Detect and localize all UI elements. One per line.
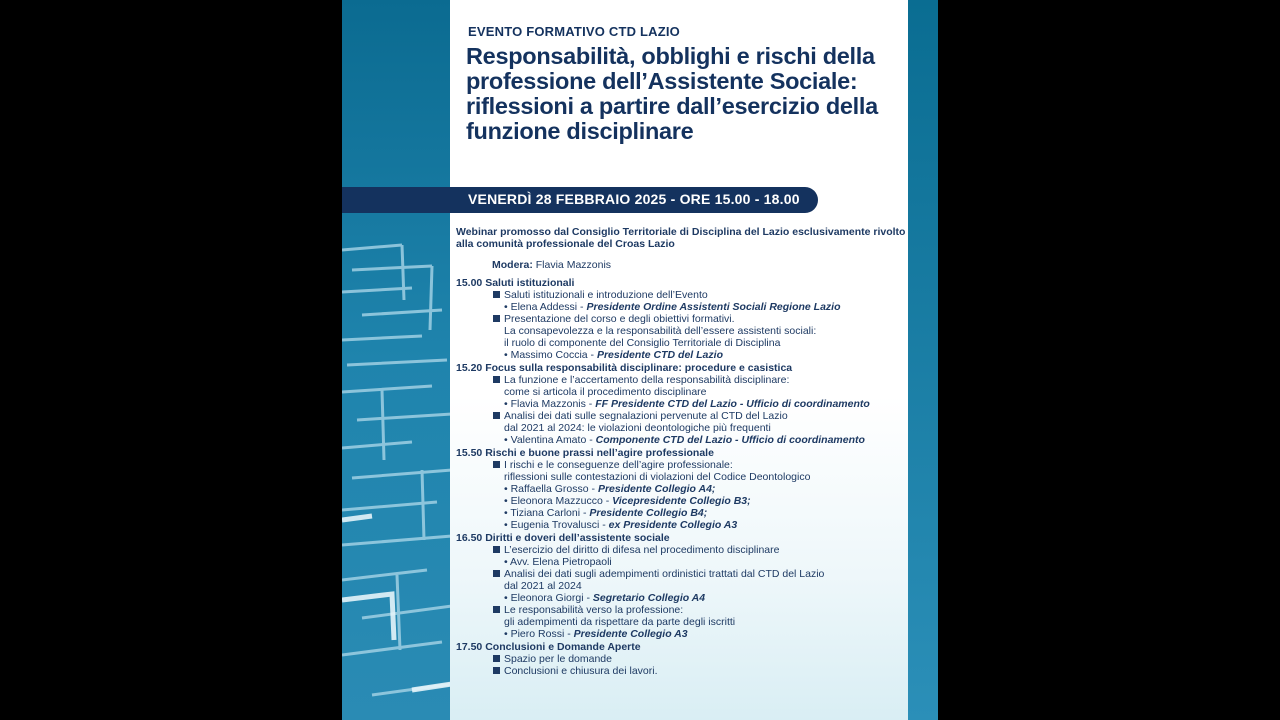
speaker: • Piero Rossi - Presidente Collegio A3 — [504, 628, 688, 640]
speaker: • Tiziana Carloni - Presidente Collegio B4; — [504, 507, 708, 519]
speaker: • Valentina Amato - Componente CTD del Lazio - Ufficio di coordinamento — [504, 434, 865, 446]
speaker: • Eleonora Giorgi - Segretario Collegio A4 — [504, 592, 706, 604]
section-title: 15.00 Saluti istituzionali — [456, 277, 575, 289]
bullet-square-icon — [493, 606, 500, 613]
maze-edge — [908, 0, 938, 720]
program-item: La funzione e l’accertamento della responsabilità disciplinare: — [456, 374, 908, 386]
program-item-line: dal 2021 al 2024 — [504, 580, 582, 592]
speaker: • Eleonora Mazzucco - Vicepresidente Collegio B3; — [504, 495, 751, 507]
program-item: Le responsabilità verso la professione: — [456, 604, 908, 616]
event-date: VENERDÌ 28 FEBBRAIO 2025 - ORE 15.00 - 18.00 — [468, 191, 800, 207]
moderator — [492, 259, 611, 271]
program-item: L’esercizio del diritto di difesa nel procedimento disciplinare — [456, 544, 908, 556]
bullet-square-icon — [493, 376, 500, 383]
bullet-square-icon — [493, 291, 500, 298]
program-item-line: il ruolo di componente del Consiglio Territoriale di Disciplina — [504, 337, 781, 349]
speaker: • Avv. Elena Pietropaoli — [504, 556, 612, 568]
program-item: Saluti istituzionali e introduzione dell’Evento — [456, 289, 908, 301]
section-title: 15.50 Rischi e buone prassi nell’agire professionale — [456, 447, 714, 459]
bullet-square-icon — [493, 546, 500, 553]
program-item-line: riflessioni sulle contestazioni di violazioni del Codice Deontologico — [504, 471, 811, 483]
bullet-square-icon — [493, 315, 500, 322]
speaker: • Raffaella Grosso - Presidente Collegio A4; — [504, 483, 716, 495]
bullet-square-icon — [493, 412, 500, 419]
event-poster — [342, 0, 938, 720]
program-item-line: gli adempimenti da rispettare da parte degli iscritti — [504, 616, 736, 628]
event-tag: EVENTO FORMATIVO CTD LAZIO — [468, 24, 680, 39]
maze-illustration — [342, 0, 452, 720]
moderator-label: Modera: — [492, 259, 533, 271]
program-item: Analisi dei dati sulle segnalazioni pervenute al CTD del Lazio — [456, 410, 908, 422]
program-item: I rischi e le conseguenze dell’agire professionale: — [456, 459, 908, 471]
program — [456, 276, 908, 677]
section-title: 15.20 Focus sulla responsabilità disciplinare: procedure e casistica — [456, 362, 793, 374]
speaker: • Flavia Mazzonis - FF Presidente CTD del Lazio - Ufficio di coordinamento — [504, 398, 870, 410]
program-item-line: La consapevolezza e la responsabilità dell’essere assistenti sociali: — [504, 325, 817, 337]
bullet-square-icon — [493, 655, 500, 662]
page-title: Responsabilità, obblighi e rischi della professione dell’Assistente Sociale: riflessioni a partire dall’esercizio della funzione disciplinare — [466, 43, 878, 144]
program-item: Analisi dei dati sugli adempimenti ordinistici trattati dal CTD del Lazio — [456, 568, 908, 580]
speaker: • Massimo Coccia - Presidente CTD del Lazio — [504, 349, 723, 361]
speaker: • Eugenia Trovalusci - ex Presidente Collegio A3 — [504, 519, 738, 531]
bullet-square-icon — [493, 570, 500, 577]
moderator-name: Flavia Mazzonis — [535, 259, 612, 271]
bullet-square-icon — [493, 461, 500, 468]
program-item: Conclusioni e chiusura dei lavori. — [456, 665, 908, 677]
speaker: • Elena Addessi - Presidente Ordine Assistenti Sociali Regione Lazio — [504, 301, 841, 313]
section-title: 17.50 Conclusioni e Domande Aperte — [456, 641, 641, 653]
program-item-line: dal 2021 al 2024: le violazioni deontologiche più frequenti — [504, 422, 771, 434]
bullet-square-icon — [493, 667, 500, 674]
program-item: Presentazione del corso e degli obiettivi formativi. — [456, 313, 908, 325]
section-title: 16.50 Diritti e doveri dell’assistente sociale — [456, 532, 670, 544]
program-item-line: come si articola il procedimento disciplinare — [504, 386, 707, 398]
program-item: Spazio per le domande — [456, 653, 908, 665]
intro-text: Webinar promosso dal Consiglio Territoriale di Disciplina del Lazio esclusivamente rivolto alla comunità professionale del Croas Lazio — [456, 226, 906, 250]
